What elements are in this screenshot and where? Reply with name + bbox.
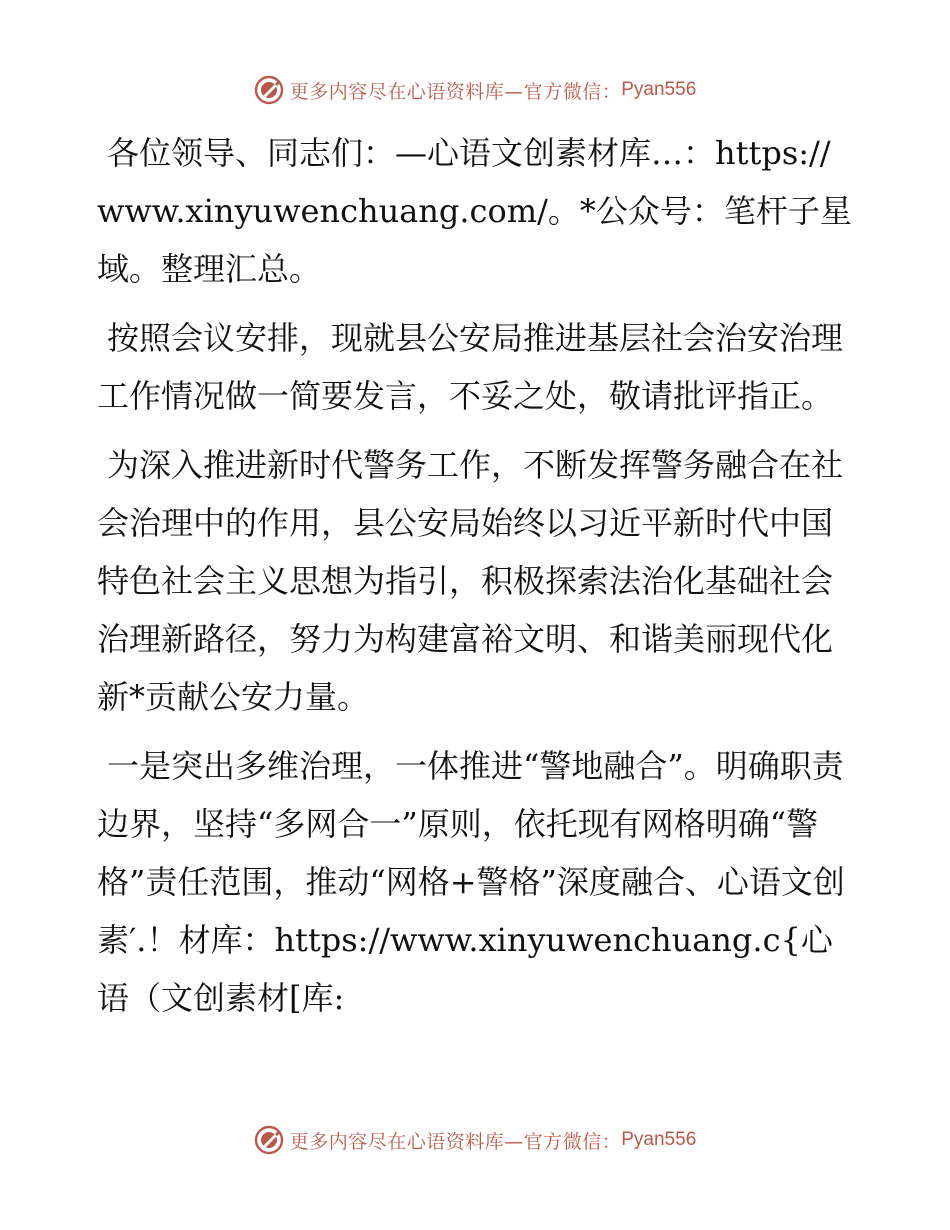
banner-text: 更多内容尽在心语资料库—官方微信：	[289, 1130, 622, 1153]
banner-wechat-id: Pyan556	[621, 1129, 697, 1150]
paragraph: 按照会议安排，现就县公安局推进基层社会治安治理工作情况做一简要发言，不妥之处，敬请批评指正。	[97, 319, 844, 415]
paragraph: 一是突出多维治理，一体推进“警地融合”。明确职责边界，坚持“多网合一”原则，依托现有网格明确“警格”责任范围，推动“网格+警格”深度融合、心语文创素′.！材库：https://www.xinyuwenchuang.c{心语（文创素材[库:	[97, 747, 845, 1017]
pen-logo-icon	[254, 1125, 284, 1155]
banner-text: 更多内容尽在心语资料库—官方微信：	[289, 80, 622, 103]
footer-banner	[0, 1120, 950, 1160]
banner-wechat-id: Pyan556	[621, 79, 697, 100]
header-banner	[0, 70, 950, 110]
paragraph: 各位领导、同志们：—心语文创素材库…：https://www.xinyuwenchuang.com/。*公众号：笔杆子星域。整理汇总。	[97, 134, 852, 288]
document-body	[97, 124, 857, 1038]
pen-logo-icon	[254, 75, 284, 105]
paragraph: 为深入推进新时代警务工作，不断发挥警务融合在社会治理中的作用，县公安局始终以习近平新时代中国特色社会主义思想为指引，积极探索法治化基础社会治理新路径，努力为构建富裕文明、和谐美丽现代化新*贡献公安力量。	[97, 446, 844, 716]
